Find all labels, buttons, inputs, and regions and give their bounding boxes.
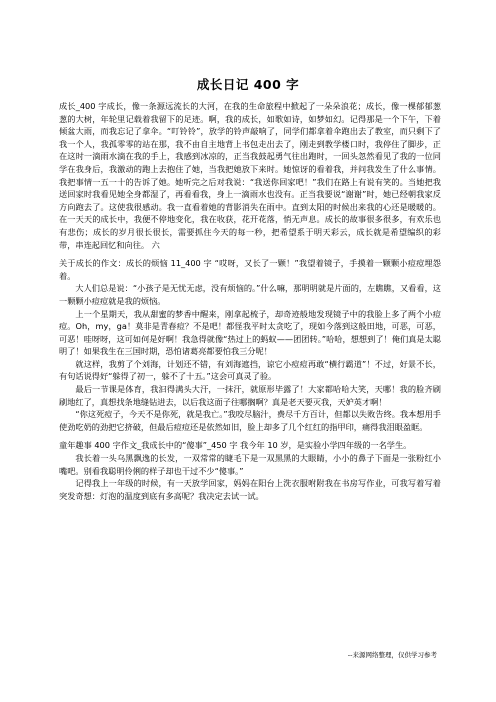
paragraph: 关于成长的作文：成长的烦恼 11_400 字 “哎呀，又长了一颗！”我望着镜子，手摸着一颗颗小痘痘埋怨着。 bbox=[59, 258, 441, 281]
paragraph: 就这样，我剪了个刘海，计划还不错，有刘海遮挡，谅它小痘痘再敢“横行霸道”！不过，好景不长，有句话说得好“躲得了初一，躲不了十五。”这会可真灵了验。 bbox=[59, 358, 441, 382]
document-title: 成长日记 400 字 bbox=[196, 77, 300, 92]
paragraph: 记得我上一年级的时候，有一天放学回家，妈妈在阳台上洗衣服咐附我在书房写作业，可我写着写着突发奇想：灯泡的温度到底有多高呢？我决定去试一试。 bbox=[59, 478, 441, 501]
paragraph: 大人们总是说：“小孩子是无忧无虑，没有烦恼的。”什么嘛，那明明就是片面的，左瞧瞧，又看看，这一颗颗小痘痘就是我的烦恼。 bbox=[59, 283, 441, 306]
paragraph: 上一个星期天，我从甜蜜的梦香中醒来，刚拿起梳子，却奇迹般地发现镜子中的我脸上多了两个小痘痘。Oh，my，ga！莫非是青春痘？不是吧！都怪我平时太贪吃了，现如今落到这般田地，可恶，可恶，可恶！哇呀呀，这可如何是好啊！我急得就像“热过上的蚂蚁——团团转。”哈哈，想想到了！俺们真是太聪明了！如果我生在三国时期，恐怕诸葛亮都要怕我三分呢！ bbox=[59, 308, 441, 357]
page-footer: --来源网络整理，仅供学习参考 bbox=[347, 651, 437, 659]
document-body bbox=[59, 100, 441, 502]
paragraph: 成长_400 字成长，像一条源远流长的大河，在我的生命旅程中掀起了一朵朵浪花；成长，像一棵郁郁葱葱的大树，年轮里记载着我留下的足迹。啊，我的成长，如歌如诗，如梦如幻。记得那是一个下午，下着倾盆大雨，而我忘记了拿伞。“叮铃铃”，放学的铃声敲响了，同学们都拿着伞跑出去了教室，而只剩下了我一个人，我孤零零的站在那，我不由自主地背上书包走出去了，刚走到教学楼口时，我停住了脚步，正在这时一滴雨水滴在我的手上，我感到冰凉的，正当我鼓起勇气往出跑时，一回头忽然看见了我的一位同学在我身后，我激动的跑上去抱住了她，当我把她放下来时。她惊讶的看着我，并问我发生了什么事情。我把事情一五一十的告诉了她。她听完之后对我说：“我送你回家吧！”我们在路上有说有笑的。当她把我送回家时我看见她全身都湿了，再看看我，身上一滴雨水也没有。正当我要说“谢谢”时，她已经朝我家反方向跑去了。这使我很感动。我一直看着她的背影消失在雨中。直到太阳的时候出来我的心还是暖暖的。在一天天的成长中，我便不停地变化，我在收获，花开花落，悄无声息。成长的故事很多很多，有欢乐也有悲伤；成长的岁月很长很长，需要抓住今天的每一秒，把希望系于明天彩云，成长就是希望编织的彩带，串连起回忆和向往。 六 bbox=[59, 101, 441, 250]
paragraph: 最后一节课是体育，我汩得满头大汗，一抹汗，就原形毕露了！大家都哈哈大笑，天哪！我的脸齐刷刷地红了，真想找条地缝钻进去，以后我这面子往哪搁啊？真是老天要灭我，天妒英才啊！ bbox=[59, 384, 441, 407]
paragraph: “你这死痘子，今天不是你死，就是我亡。”我咬尽脑汁，费尽千方百计，但都以失败告终。我本想用手使劲吃奶的劲把它挤破，但最后痘痘还是依然如旧，脸上却多了几个红红的指甲印，痛得我泪眼盈眶。 bbox=[59, 409, 441, 432]
paragraph: 童年趣事 400 字作文_我成长中的“傻事”_450 字 我今年 10 岁，是实验小学四年级的一名学生。 bbox=[59, 440, 412, 451]
paragraph: 我长着一头乌黑飘逸的长发，一双常常的睫毛下是一双黑黑的大眼睛，小小的鼻子下面是一张粉红小嘴吧。别看我聪明伶俐的样子却也干过不少“傻事。” bbox=[59, 453, 441, 476]
